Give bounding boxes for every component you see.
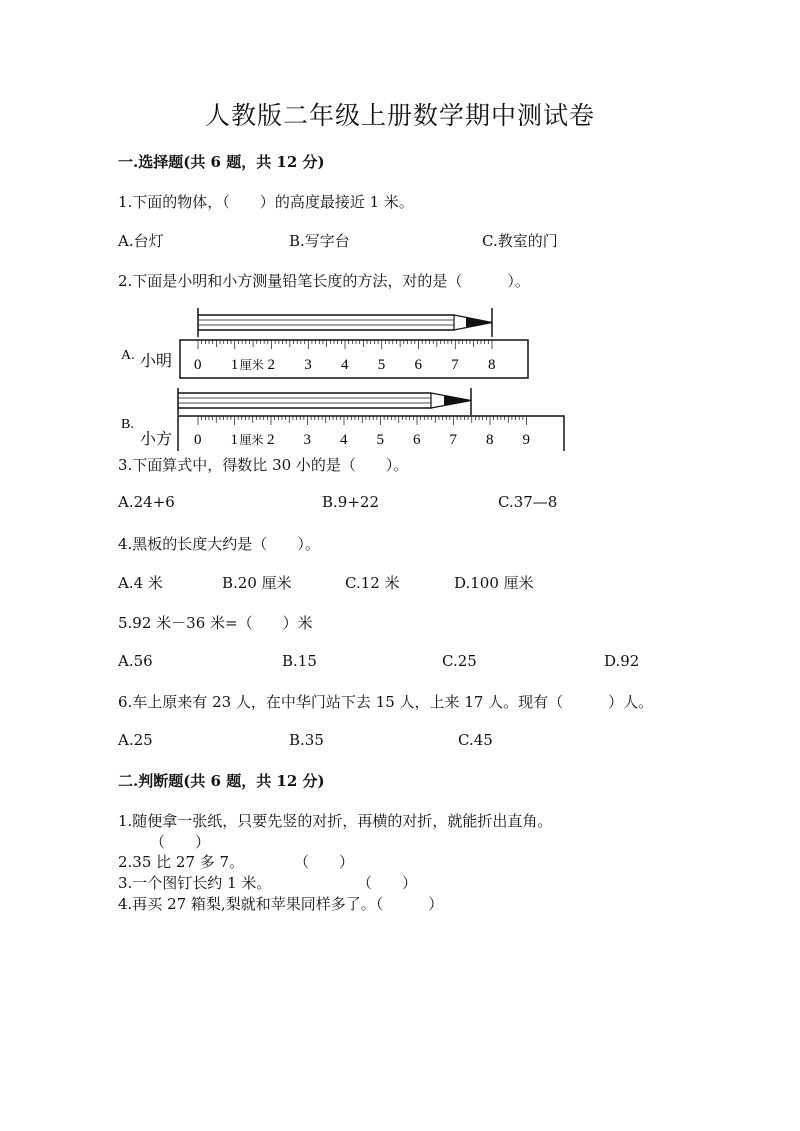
q1-option-b: B.写字台	[289, 232, 350, 250]
ruler-b-ticks	[198, 416, 527, 425]
figure-option-b: B.	[121, 417, 134, 432]
judge-1-paren: （ ）	[150, 833, 211, 851]
ruler-b-unit-label: 厘米	[239, 433, 264, 447]
ruler-b-label-0: 0	[194, 432, 202, 448]
ruler-b-label-4: 4	[340, 432, 348, 448]
q3-option-c: C.37—8	[498, 493, 558, 511]
question-4: 4.黑板的长度大约是（ ）。	[118, 535, 320, 553]
ruler-a-label-2: 2	[267, 357, 275, 373]
question-6: 6.车上原来有 23 人，在中华门站下去 15 人，上来 17 人。现有（ ）人。	[118, 693, 654, 711]
figure-name-xiaoming: 小明	[140, 353, 173, 370]
q6-option-b: B.35	[289, 731, 324, 749]
ruler-a-unit-label: 厘米	[239, 358, 264, 372]
section-1-heading: 一.选择题(共 6 题，共 12 分)	[118, 153, 325, 171]
ruler-b-label-9: 9	[522, 432, 530, 448]
ruler-a-ticks	[198, 340, 492, 349]
q4-option-a: A.4 米	[118, 574, 163, 592]
ruler-a-label-6: 6	[414, 357, 422, 373]
judge-4: 4.再买 27 箱梨,梨就和苹果同样多了。（ ）	[118, 895, 444, 913]
figure-name-xiaofang: 小方	[140, 431, 173, 448]
q1-option-c: C.教室的门	[482, 232, 558, 250]
ruler-a-label-8: 8	[488, 357, 496, 373]
q5-option-c: C.25	[442, 652, 477, 670]
question-3: 3.下面算式中，得数比 30 小的是（ ）。	[118, 456, 409, 474]
ruler-a-label-0: 0	[194, 357, 202, 373]
q1-option-a: A.台灯	[118, 232, 164, 250]
ruler-b-label-6: 6	[413, 432, 421, 448]
question-2: 2.下面是小明和小方测量铅笔长度的方法，对的是（ ）。	[118, 272, 530, 290]
judge-2: 2.35 比 27 多 7。	[118, 853, 245, 871]
q5-option-d: D.92	[604, 652, 640, 670]
ruler-b-label-2: 2	[267, 432, 275, 448]
q6-option-a: A.25	[118, 731, 153, 749]
ruler-a-label-3: 3	[304, 357, 312, 373]
ruler-a-labels	[194, 357, 496, 373]
judge-3: 3.一个图钉长约 1 米。	[118, 874, 272, 892]
pencil-a	[198, 308, 492, 337]
q3-option-a: A.24+6	[118, 493, 175, 511]
pencil-b	[178, 388, 471, 415]
judge-1: 1.随便拿一张纸，只要先竖的对折，再横的对折，就能折出直角。	[118, 812, 553, 830]
judge-3-paren: （ ）	[357, 874, 418, 892]
ruler-figure	[118, 303, 578, 453]
section-2-heading: 二.判断题(共 6 题，共 12 分)	[118, 772, 325, 790]
q6-option-c: C.45	[458, 731, 493, 749]
ruler-b-label-8: 8	[486, 432, 494, 448]
ruler-a-label-7: 7	[451, 357, 459, 373]
ruler-b-label-1: 1	[230, 432, 238, 448]
page-title: 人教版二年级上册数学期中测试卷	[204, 101, 595, 130]
figure-option-a: A.	[121, 348, 135, 363]
question-5: 5.92 米－36 米=（ ）米	[118, 614, 313, 632]
q4-option-b: B.20 厘米	[222, 574, 292, 592]
q3-option-b: B.9+22	[322, 493, 379, 511]
q5-option-b: B.15	[282, 652, 317, 670]
ruler-b-label-3: 3	[303, 432, 311, 448]
q5-option-a: A.56	[118, 652, 153, 670]
ruler-b-label-5: 5	[376, 432, 384, 448]
ruler-b-label-7: 7	[449, 432, 457, 448]
ruler-a-label-4: 4	[341, 357, 349, 373]
ruler-a-label-1: 1	[230, 357, 239, 373]
q4-option-c: C.12 米	[345, 574, 400, 592]
judge-2-paren: （ ）	[294, 853, 355, 871]
question-1: 1.下面的物体，（ ）的高度最接近 1 米。	[118, 193, 414, 211]
q4-option-d: D.100 厘米	[454, 574, 534, 592]
ruler-b-labels	[194, 432, 530, 448]
ruler-a-label-5: 5	[377, 357, 386, 373]
